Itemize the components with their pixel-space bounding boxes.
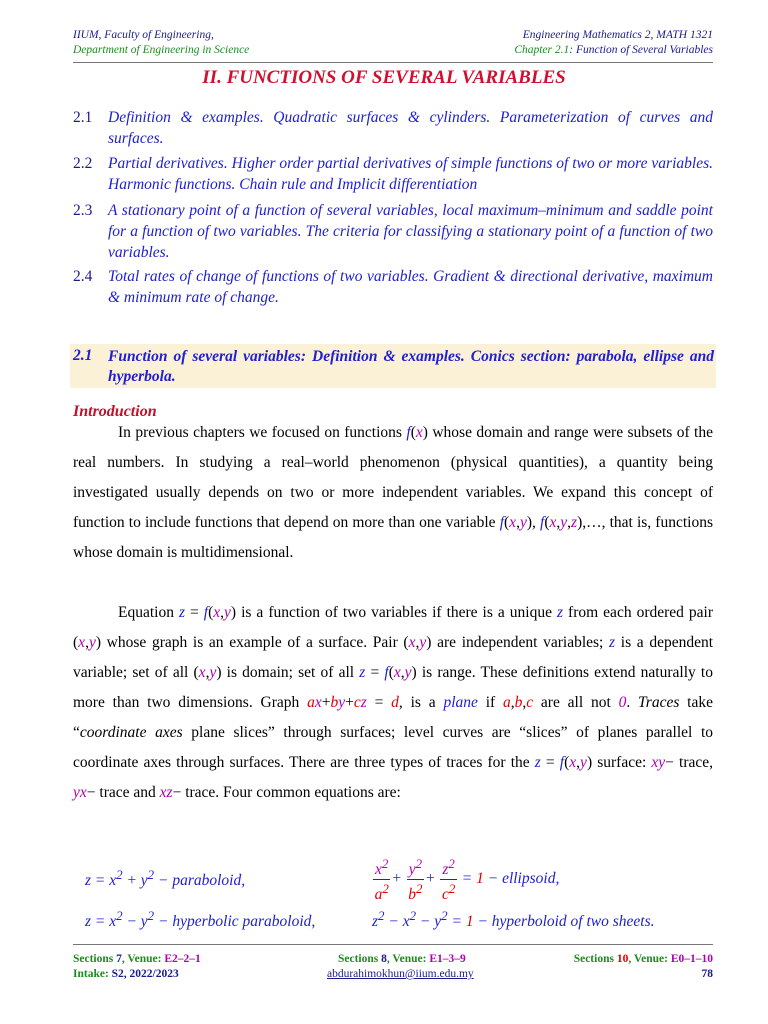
footer-section-10: Sections 10, Venue: E0–1–10: [573, 953, 713, 965]
header-course: Engineering Mathematics 2, MATH 1321: [522, 29, 713, 41]
header-faculty: IIUM, Faculty of Engineering,: [73, 29, 214, 41]
page-title: II. FUNCTIONS OF SEVERAL VARIABLES: [202, 67, 566, 88]
toc-item-2-3: 2.3 A stationary point of a function of several variables, local maximum–minimum and saddle point for a function of two variables. The criteria for classifying a stationary point of a function of two variables.: [73, 202, 713, 261]
footer-email[interactable]: abdurahimokhun@iium.edu.my: [327, 968, 474, 980]
footer-section-8: Sections 8, Venue: E1–3–9: [338, 953, 466, 965]
header-chapter: Chapter 2.1: Function of Several Variables: [514, 44, 713, 56]
header-department: Department of Engineering in Science: [73, 44, 250, 56]
section-banner: 2.1 Function of several variables: Definition & examples. Conics section: parabola, ellipse and hyperbola.: [70, 344, 716, 388]
equation-hyperbolic-paraboloid: $z = x^2 - y^2$ − hyperbolic paraboloid,: [85, 908, 316, 931]
toc-item-2-4: 2.4 Total rates of change of functions of two variables. Gradient & directional derivative, maximum & minimum rate of change.: [73, 268, 713, 306]
intro-paragraph-1: In previous chapters we focused on functions f(x) whose domain and range were subsets of the real numbers. In studying a real–world phenomenon (physical quantities), a quantity being investigated usually depends on two or more independent variables. We expand this concept of function to include functions that depend on more than one variable f(x,y), f(x,y,z),…, that is, functions whose domain is multidimensional.: [73, 424, 713, 561]
toc-item-2-2: 2.2 Partial derivatives. Higher order partial derivatives of simple functions of two or more variables. Harmonic functions. Chain rule and Implicit differentiation: [73, 155, 713, 193]
equation-ellipsoid: $\frac{x^2}{a^2}$ + $\frac{y^2}{b^2}$ + $\frac{z^2}{c^2}$ = 1 − ellipsoid,: [374, 856, 560, 904]
footer-intake: Intake: S2, 2022/2023: [73, 968, 179, 980]
equation-paraboloid: $z = x^2 + y^2$ − paraboloid,: [85, 867, 246, 890]
introduction-heading: Introduction: [73, 403, 157, 420]
header-rule: [73, 62, 713, 63]
footer-page-number: 78: [701, 968, 713, 980]
footer-section-7: Sections 7, Venue: E2–2–1: [73, 953, 201, 965]
toc-item-2-1: 2.1 Definition & examples. Quadratic surfaces & cylinders. Parameterization of curves and surfaces.: [73, 109, 713, 147]
footer-rule: [73, 944, 713, 945]
equation-hyperboloid-two-sheets: $z^2 - x^2 - y^2 = 1$ − hyperboloid of two sheets.: [372, 908, 655, 931]
intro-paragraph-2: Equation z = f(x,y) is a function of two variables if there is a unique z from each ordered pair (x,y) whose graph is an example of a surface. Pair (x,y) are independent variables; z is a dependent variable; set of all (x,y) is domain; set of all z = f(x,y) is range. These definitions extend naturally to more than two dimensions. Graph ax+by+cz = d, is a plane if a,b,c are all not 0. Traces take “coordinate axes plane slices” through surfaces; level curves are “slices” of planes parallel to coordinate axes through surfaces. There are three types of traces for the z = f(x,y) surface: xy− trace, yx− trace and xz− trace. Four common equations are:: [73, 604, 714, 801]
